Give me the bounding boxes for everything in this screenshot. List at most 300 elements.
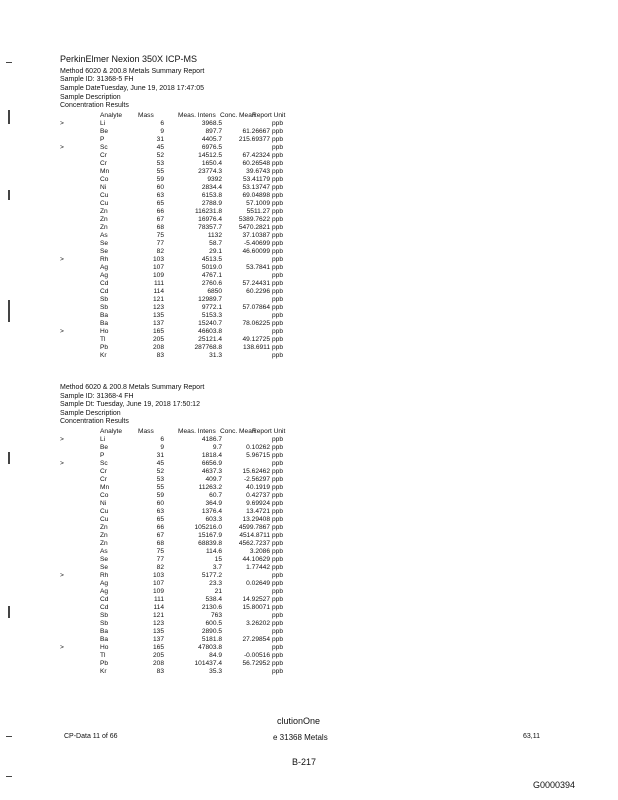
conc-mean-cell: 3.26202 (246, 620, 270, 627)
unit-cell: ppb (272, 604, 284, 611)
intensity-cell: 1818.4 (201, 452, 222, 459)
intensity-cell: 2890.5 (201, 628, 222, 635)
mass-cell: 208 (152, 660, 164, 667)
conc-mean-cell: 78.06225 (242, 320, 270, 327)
analyte-cell: Cu (100, 200, 109, 207)
analyte-cell: Ba (100, 636, 109, 643)
mass-cell: 137 (152, 636, 164, 643)
mass-cell: 6 (160, 120, 164, 127)
unit-cell: ppb (272, 280, 284, 287)
analyte-cell: Cd (100, 288, 109, 295)
analyte-cell: Sb (100, 296, 109, 303)
unit-cell: ppb (272, 556, 284, 563)
footer-left: CP-Data 11 of 66 (64, 733, 118, 740)
intensity-cell: 600.5 (205, 620, 222, 627)
row-flag: > (60, 328, 64, 335)
intensity-cell: 5181.8 (201, 636, 222, 643)
page-number: B-217 (292, 757, 317, 767)
analyte-cell: Mn (100, 484, 110, 491)
conc-mean-cell: 57.1009 (246, 200, 270, 207)
col-conc-mean: Conc. Mean (220, 428, 256, 435)
row-flag: > (60, 436, 64, 443)
mass-cell: 114 (153, 288, 164, 295)
unit-cell: ppb (272, 532, 284, 539)
analyte-cell: Ba (100, 628, 109, 635)
unit-cell: ppb (272, 296, 284, 303)
unit-cell: ppb (272, 524, 284, 531)
row-flag: > (60, 256, 64, 263)
unit-cell: ppb (272, 452, 284, 459)
analyte-cell: Rh (100, 572, 109, 579)
analyte-cell: Ho (100, 644, 109, 651)
intensity-cell: 25121.4 (198, 336, 222, 343)
footer-center: e 31368 Metals (273, 733, 328, 742)
intensity-cell: 6153.8 (201, 192, 222, 199)
mass-cell: 53 (156, 160, 164, 167)
unit-cell: ppb (272, 144, 284, 151)
unit-cell: ppb (272, 588, 284, 595)
conc-mean-cell: 15.80071 (242, 604, 270, 611)
analyte-cell: Li (100, 120, 106, 127)
intensity-cell: 2130.6 (201, 604, 222, 611)
analyte-cell: Zn (100, 208, 108, 215)
intensity-cell: 15240.7 (198, 320, 222, 327)
analyte-cell: Zn (100, 540, 108, 547)
unit-cell: ppb (272, 628, 284, 635)
intensity-cell: 14512.5 (198, 152, 222, 159)
intensity-cell: 763 (210, 612, 222, 619)
analyte-cell: Zn (100, 216, 108, 223)
scan-mark (8, 606, 10, 618)
mass-cell: 103 (152, 256, 164, 263)
unit-cell: ppb (272, 120, 284, 127)
mass-cell: 107 (152, 580, 164, 587)
mass-cell: 45 (156, 144, 164, 151)
analyte-cell: Ag (100, 588, 109, 595)
intensity-cell: 4186.7 (201, 436, 222, 443)
conc-mean-cell: 46.60099 (242, 248, 270, 255)
conc-mean-cell: 3.2086 (249, 548, 270, 555)
analyte-cell: Zn (100, 532, 108, 539)
mass-cell: 77 (156, 240, 164, 247)
unit-cell: ppb (272, 248, 284, 255)
analyte-cell: Ag (100, 264, 109, 271)
mass-cell: 63 (156, 508, 164, 515)
analyte-cell: P (100, 136, 105, 143)
scan-mark (8, 452, 10, 464)
mass-cell: 55 (156, 484, 164, 491)
analyte-cell: Cr (100, 476, 107, 483)
block2-sample-id: Sample ID: 31368-4 FH (60, 393, 134, 400)
unit-cell: ppb (272, 668, 284, 675)
unit-cell: ppb (272, 176, 284, 183)
intensity-cell: 9772.1 (201, 304, 222, 311)
mass-cell: 66 (156, 524, 164, 531)
mass-cell: 205 (152, 652, 164, 659)
intensity-cell: 84.9 (209, 652, 222, 659)
unit-cell: ppb (272, 272, 284, 279)
analyte-cell: Cr (100, 160, 107, 167)
unit-cell: ppb (272, 352, 284, 359)
unit-cell: ppb (272, 660, 284, 667)
analyte-cell: Cr (100, 152, 107, 159)
mass-cell: 75 (156, 548, 164, 555)
unit-cell: ppb (272, 184, 284, 191)
col-report-unit: Report Unit (252, 112, 286, 119)
unit-cell: ppb (272, 444, 284, 451)
intensity-cell: 409.7 (205, 476, 222, 483)
col-analyte: Analyte (100, 428, 122, 435)
intensity-cell: 101437.4 (194, 660, 222, 667)
block2-sample-desc: Sample Description (60, 410, 121, 417)
intensity-cell: 364.9 (205, 500, 222, 507)
intensity-cell: 12989.7 (198, 296, 222, 303)
analyte-cell: Cd (100, 280, 109, 287)
mass-cell: 165 (152, 644, 164, 651)
intensity-cell: 46603.8 (198, 328, 222, 335)
intensity-cell: 9.7 (212, 444, 222, 451)
analyte-cell: Ag (100, 580, 109, 587)
analyte-cell: Ni (100, 500, 107, 507)
intensity-cell: 1376.4 (201, 508, 222, 515)
analyte-cell: Tl (100, 336, 106, 343)
block1-sample-desc: Sample Description (60, 94, 121, 101)
unit-cell: ppb (272, 192, 284, 199)
block2-conc-results: Concentration Results (60, 418, 129, 425)
conc-mean-cell: 5470.2821 (238, 224, 270, 231)
unit-cell: ppb (272, 436, 284, 443)
analyte-cell: Tl (100, 652, 106, 659)
mass-cell: 31 (156, 136, 164, 143)
analyte-cell: Kr (100, 668, 107, 675)
intensity-cell: 15167.9 (198, 532, 222, 539)
intensity-cell: 114.6 (205, 548, 222, 555)
intensity-cell: 60.7 (209, 492, 222, 499)
mass-cell: 66 (156, 208, 164, 215)
mass-cell: 45 (156, 460, 164, 467)
intensity-cell: 4767.1 (201, 272, 222, 279)
mass-cell: 59 (156, 492, 164, 499)
conc-mean-cell: 37.10387 (242, 232, 270, 239)
mass-cell: 52 (156, 152, 164, 159)
analyte-cell: Ho (100, 328, 109, 335)
col-analyte: Analyte (100, 112, 122, 119)
scan-mark (8, 190, 10, 200)
conc-mean-cell: 49.12725 (242, 336, 270, 343)
unit-cell: ppb (272, 564, 284, 571)
mass-cell: 68 (156, 224, 164, 231)
conc-mean-cell: 5.96715 (246, 452, 270, 459)
unit-cell: ppb (272, 328, 284, 335)
unit-cell: ppb (272, 548, 284, 555)
intensity-cell: 58.7 (209, 240, 222, 247)
intensity-cell: 5177.2 (201, 572, 222, 579)
unit-cell: ppb (272, 336, 284, 343)
bates-number: G0000394 (533, 780, 576, 790)
analyte-cell: As (100, 232, 108, 239)
mass-cell: 109 (152, 272, 164, 279)
mass-cell: 9 (160, 444, 164, 451)
unit-cell: ppb (272, 612, 284, 619)
analyte-cell: Sc (100, 144, 108, 151)
scan-mark (8, 300, 10, 322)
intensity-cell: 15 (214, 556, 222, 563)
block1-method: Method 6020 & 200.8 Metals Summary Report (60, 68, 205, 75)
analyte-cell: Se (100, 248, 109, 255)
conc-mean-cell: 57.07864 (242, 304, 270, 311)
unit-cell: ppb (272, 224, 284, 231)
unit-cell: ppb (272, 208, 284, 215)
scan-mark (8, 110, 10, 124)
intensity-cell: 9392 (207, 176, 222, 183)
unit-cell: ppb (272, 500, 284, 507)
mass-cell: 31 (156, 452, 164, 459)
conc-mean-cell: 9.69924 (246, 500, 270, 507)
analyte-cell: Li (100, 436, 106, 443)
conc-mean-cell: 1.77442 (246, 564, 270, 571)
conc-mean-cell: 5511.27 (246, 208, 270, 215)
unit-cell: ppb (272, 644, 284, 651)
analyte-cell: Se (100, 564, 109, 571)
conc-mean-cell: 13.29408 (242, 516, 270, 523)
mass-cell: 63 (156, 192, 164, 199)
unit-cell: ppb (272, 344, 284, 351)
analyte-cell: P (100, 452, 105, 459)
intensity-cell: 4513.5 (201, 256, 222, 263)
conc-mean-cell: 5389.7622 (238, 216, 270, 223)
mass-cell: 65 (156, 200, 164, 207)
unit-cell: ppb (272, 476, 284, 483)
intensity-cell: 3.7 (212, 564, 222, 571)
unit-cell: ppb (272, 516, 284, 523)
mass-cell: 75 (156, 232, 164, 239)
conc-mean-cell: 0.02649 (246, 580, 270, 587)
mass-cell: 103 (152, 572, 164, 579)
intensity-cell: 6656.9 (201, 460, 222, 467)
unit-cell: ppb (272, 492, 284, 499)
analyte-cell: Zn (100, 224, 108, 231)
conc-mean-cell: 4599.7867 (238, 524, 270, 531)
conc-mean-cell: -0.00516 (243, 652, 270, 659)
mass-cell: 135 (152, 628, 164, 635)
mass-cell: 59 (156, 176, 164, 183)
unit-cell: ppb (272, 232, 284, 239)
conc-mean-cell: 40.1919 (246, 484, 270, 491)
mass-cell: 121 (152, 296, 164, 303)
mass-cell: 107 (152, 264, 164, 271)
unit-cell: ppb (272, 320, 284, 327)
intensity-cell: 2788.9 (201, 200, 222, 207)
scan-mark (6, 62, 12, 63)
conc-mean-cell: 67.42324 (242, 152, 270, 159)
analyte-cell: Pb (100, 344, 109, 351)
analyte-cell: Co (100, 492, 109, 499)
mass-cell: 208 (152, 344, 164, 351)
mass-cell: 205 (152, 336, 164, 343)
mass-cell: 67 (156, 532, 164, 539)
unit-cell: ppb (272, 128, 284, 135)
analyte-cell: Sb (100, 304, 109, 311)
unit-cell: ppb (272, 468, 284, 475)
analyte-cell: Cu (100, 508, 109, 515)
analyte-cell: Ba (100, 312, 109, 319)
conc-mean-cell: 0.10262 (246, 444, 270, 451)
intensity-cell: 35.3 (209, 668, 222, 675)
mass-cell: 111 (153, 596, 164, 603)
mass-cell: 137 (152, 320, 164, 327)
intensity-cell: 2834.4 (201, 184, 222, 191)
unit-cell: ppb (272, 540, 284, 547)
scan-mark (6, 776, 12, 777)
conc-mean-cell: 4514.8711 (239, 532, 270, 539)
intensity-cell: 1132 (207, 232, 222, 239)
mass-cell: 123 (152, 304, 164, 311)
intensity-cell: 6976.5 (201, 144, 222, 151)
unit-cell: ppb (272, 160, 284, 167)
unit-cell: ppb (272, 508, 284, 515)
mass-cell: 55 (156, 168, 164, 175)
intensity-cell: 23774.3 (198, 168, 222, 175)
block1-sample-date: Sample DateTuesday, June 19, 2018 17:47:05 (60, 85, 204, 92)
mass-cell: 53 (156, 476, 164, 483)
intensity-cell: 3968.5 (201, 120, 222, 127)
analyte-cell: Pb (100, 660, 109, 667)
mass-cell: 77 (156, 556, 164, 563)
conc-mean-cell: 69.04898 (242, 192, 270, 199)
mass-cell: 60 (156, 184, 164, 191)
conc-mean-cell: 138.6911 (242, 344, 270, 351)
mass-cell: 135 (152, 312, 164, 319)
analyte-cell: Cr (100, 468, 107, 475)
instrument-title: PerkinElmer Nexion 350X ICP-MS (60, 54, 198, 64)
analyte-cell: Zn (100, 524, 108, 531)
software-signature: clutionOne (277, 716, 321, 726)
footer-right: 63,11 (523, 733, 540, 740)
mass-cell: 82 (156, 564, 164, 571)
analyte-cell: Se (100, 240, 109, 247)
intensity-cell: 29.1 (209, 248, 222, 255)
mass-cell: 111 (153, 280, 164, 287)
block1-conc-results: Concentration Results (60, 102, 129, 109)
block1-sample-id: Sample ID: 31368-5 FH (60, 76, 134, 83)
analyte-cell: Ba (100, 320, 109, 327)
intensity-cell: 105216.0 (194, 524, 222, 531)
unit-cell: ppb (272, 460, 284, 467)
intensity-cell: 11263.2 (198, 484, 222, 491)
col-report-unit: Report Unit (252, 428, 286, 435)
intensity-cell: 31.3 (209, 352, 222, 359)
conc-mean-cell: 27.29854 (242, 636, 270, 643)
mass-cell: 67 (156, 216, 164, 223)
analyte-cell: Sb (100, 620, 109, 627)
mass-cell: 114 (153, 604, 164, 611)
row-flag: > (60, 572, 64, 579)
mass-cell: 82 (156, 248, 164, 255)
col-conc-mean: Conc. Mean (220, 112, 256, 119)
unit-cell: ppb (272, 136, 284, 143)
analyte-cell: Rh (100, 256, 109, 263)
analyte-cell: Be (100, 444, 109, 451)
col-meas-intens: Meas. Intens (178, 112, 216, 119)
unit-cell: ppb (272, 620, 284, 627)
conc-mean-cell: 0.42737 (246, 492, 270, 499)
unit-cell: ppb (272, 216, 284, 223)
analyte-cell: Kr (100, 352, 107, 359)
block2-method: Method 6020 & 200.8 Metals Summary Report (60, 384, 205, 391)
row-flag: > (60, 120, 64, 127)
conc-mean-cell: 60.26548 (242, 160, 270, 167)
intensity-cell: 68839.8 (198, 540, 222, 547)
intensity-cell: 21 (214, 588, 222, 595)
conc-mean-cell: 215.69377 (238, 136, 270, 143)
analyte-cell: Ni (100, 184, 107, 191)
intensity-cell: 2760.6 (201, 280, 222, 287)
unit-cell: ppb (272, 256, 284, 263)
intensity-cell: 6850 (207, 288, 222, 295)
unit-cell: ppb (272, 168, 284, 175)
unit-cell: ppb (272, 200, 284, 207)
intensity-cell: 538.4 (205, 596, 222, 603)
intensity-cell: 4405.7 (201, 136, 222, 143)
mass-cell: 9 (160, 128, 164, 135)
analyte-cell: Cd (100, 604, 109, 611)
conc-mean-cell: 60.2296 (246, 288, 270, 295)
col-mass: Mass (138, 428, 154, 435)
scan-mark (6, 736, 12, 737)
row-flag: > (60, 644, 64, 651)
conc-mean-cell: -2.56297 (243, 476, 270, 483)
mass-cell: 65 (156, 516, 164, 523)
unit-cell: ppb (272, 596, 284, 603)
row-flag: > (60, 144, 64, 151)
conc-mean-cell: 53.13747 (242, 184, 270, 191)
analyte-cell: Se (100, 556, 109, 563)
mass-cell: 52 (156, 468, 164, 475)
mass-cell: 68 (156, 540, 164, 547)
conc-mean-cell: 53.7841 (246, 264, 270, 271)
analyte-cell: Co (100, 176, 109, 183)
col-meas-intens: Meas. Intens (178, 428, 216, 435)
intensity-cell: 897.7 (205, 128, 222, 135)
intensity-cell: 116231.8 (194, 208, 222, 215)
conc-mean-cell: 39.6743 (246, 168, 270, 175)
block2-sample-date: Sample Dt: Tuesday, June 19, 2018 17:50:12 (60, 401, 200, 408)
analyte-cell: Mn (100, 168, 110, 175)
conc-mean-cell: -5.40699 (243, 240, 270, 247)
unit-cell: ppb (272, 580, 284, 587)
intensity-cell: 5019.0 (201, 264, 222, 271)
unit-cell: ppb (272, 264, 284, 271)
analyte-cell: As (100, 548, 108, 555)
intensity-cell: 1650.4 (201, 160, 222, 167)
analyte-cell: Ag (100, 272, 109, 279)
unit-cell: ppb (272, 652, 284, 659)
unit-cell: ppb (272, 240, 284, 247)
col-mass: Mass (138, 112, 154, 119)
unit-cell: ppb (272, 152, 284, 159)
mass-cell: 83 (156, 668, 164, 675)
intensity-cell: 287768.8 (194, 344, 222, 351)
analyte-cell: Sc (100, 460, 108, 467)
mass-cell: 123 (152, 620, 164, 627)
unit-cell: ppb (272, 484, 284, 491)
analyte-cell: Cu (100, 516, 109, 523)
analyte-cell: Sb (100, 612, 109, 619)
unit-cell: ppb (272, 636, 284, 643)
mass-cell: 60 (156, 500, 164, 507)
unit-cell: ppb (272, 572, 284, 579)
conc-mean-cell: 57.24431 (242, 280, 270, 287)
